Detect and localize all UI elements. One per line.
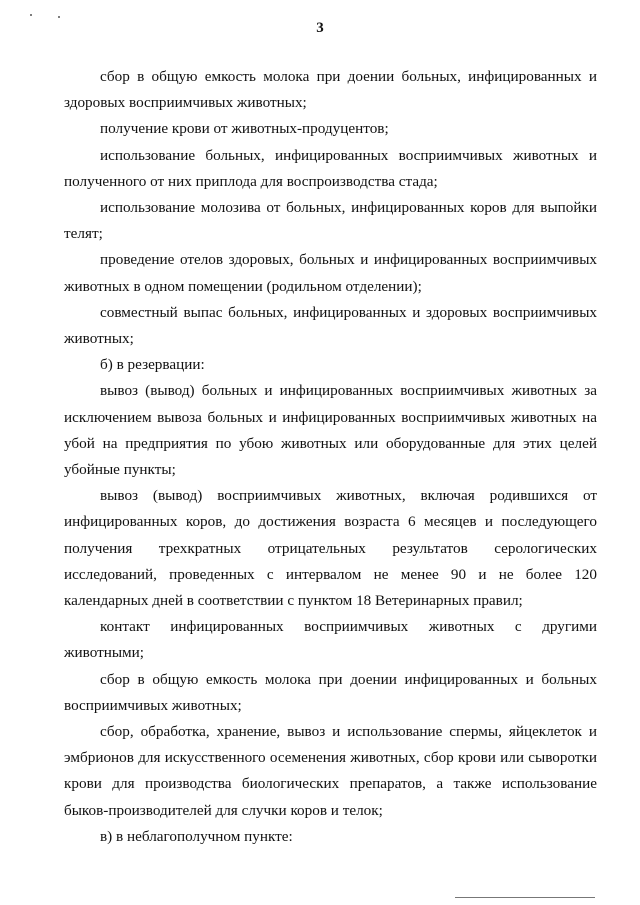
paragraph: совместный выпас больных, инфицированных и здоровых восприимчивых животных;: [64, 303, 597, 348]
paragraph: в) в неблагополучном пункте:: [100, 827, 293, 845]
page-number: 3: [316, 20, 324, 36]
scan-speck: [58, 16, 60, 18]
paragraph: контакт инфицированных восприимчивых животных с другими животными;: [64, 618, 597, 662]
paragraph: получение крови от животных-продуцентов;: [100, 120, 389, 138]
scan-speck: [30, 14, 32, 16]
paragraph: сбор в общую емкость молока при доении больных, инфицированных и здоровых восприимчивых животных;: [64, 68, 597, 112]
paragraph: использование молозива от больных, инфицированных коров для выпойки телят;: [64, 199, 597, 243]
paragraph: вывоз (вывод) восприимчивых животных, включая родившихся от инфицированных коров, до достижения возраста 6 месяцев и последующего получения трехкратных отрицательных результатов серологических исследований, проведенных с интервалом не менее 90 и не более 120 календарных дней в соответствии с пунктом 18 Ветеринарных правил;: [64, 487, 597, 610]
paragraph: б) в резервации:: [100, 356, 205, 374]
document-body: [64, 64, 597, 850]
footer-rule: [455, 897, 595, 898]
paragraph: сбор в общую емкость молока при доении инфицированных и больных восприимчивых животных;: [64, 670, 597, 714]
paragraph: вывоз (вывод) больных и инфицированных восприимчивых животных за исключением вывоза больных и инфицированных восприимчивых животных на убой на предприятия по убою животных или оборудованные для этих целей убойные пункты;: [64, 382, 597, 479]
paragraph: проведение отелов здоровых, больных и инфицированных восприимчивых животных в одном помещении (родильном отделении);: [64, 251, 597, 295]
paragraph: сбор, обработка, хранение, вывоз и использование спермы, яйцеклеток и эмбрионов для искусственного осеменения животных, сбор крови или сыворотки крови для производства биологических препаратов, а также использование быков-производителей для случки коров и телок;: [64, 723, 597, 819]
paragraph: использование больных, инфицированных восприимчивых животных и полученного от них приплода для воспроизводства стада;: [64, 146, 597, 190]
